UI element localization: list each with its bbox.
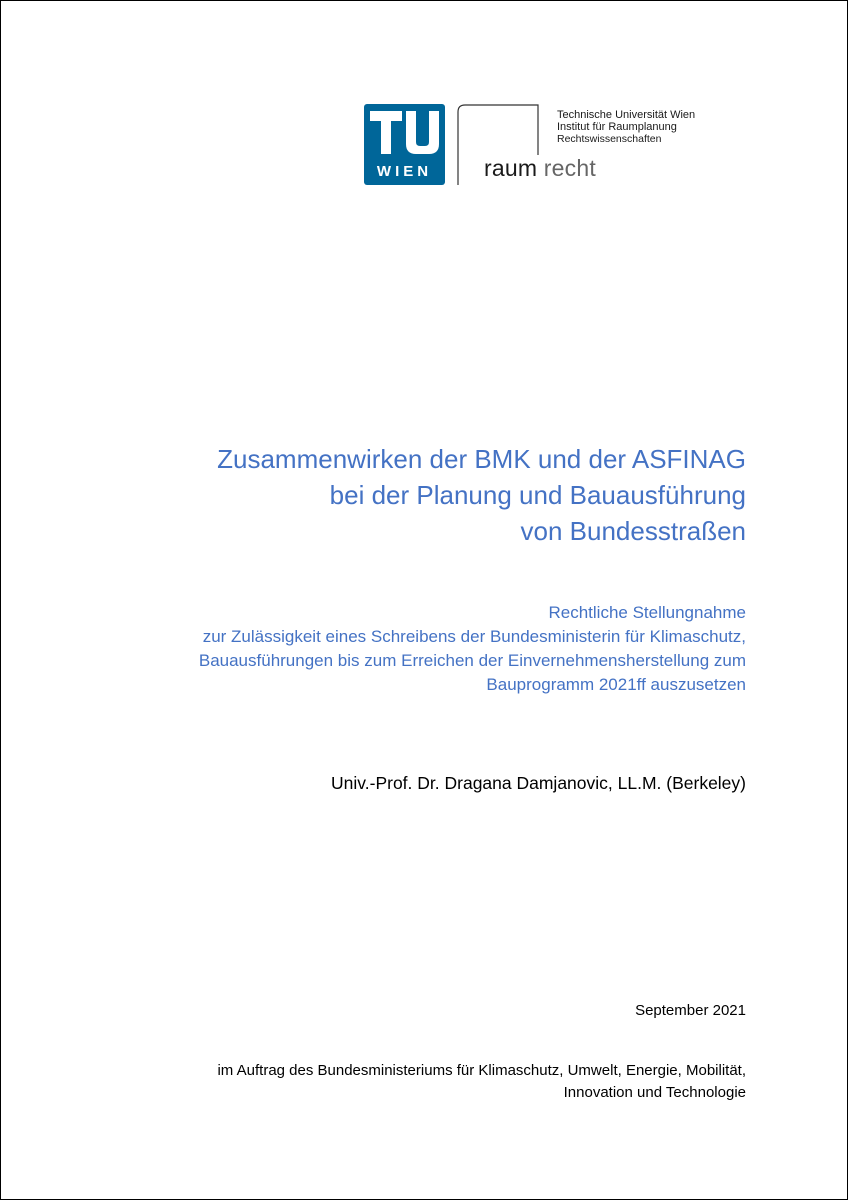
raum-word: raum [484, 155, 538, 181]
institution-line-2: Institut für Raumplanung [557, 121, 677, 133]
document-title [217, 441, 746, 549]
institution-line-1: Technische Universität Wien [557, 109, 696, 121]
title-line-1: Zusammenwirken der BMK und der ASFINAG [217, 444, 746, 474]
publication-date: September 2021 [635, 1002, 746, 1019]
svg-text:WIEN: WIEN [376, 163, 433, 180]
recht-word: recht [543, 155, 596, 181]
title-line-3: von Bundesstraßen [520, 516, 746, 546]
subtitle-line-3: Bauausführungen bis zum Erreichen der Einvernehmensherstellung zum [198, 651, 746, 670]
institution-line-3: Rechtswissenschaften [557, 133, 662, 145]
commission-line-2: Innovation und Technologie [563, 1084, 746, 1101]
document-subtitle [199, 601, 746, 697]
institution-block [557, 109, 695, 145]
tu-wien-logo-graphic [364, 104, 445, 185]
commission-note [217, 1060, 746, 1104]
subtitle-line-2: zur Zulässigkeit eines Schreibens der Bundesministerin für Klimaschutz, [202, 627, 746, 646]
tu-wien-logo [364, 104, 445, 185]
author: Univ.-Prof. Dr. Dragana Damjanovic, LL.M. (Berkeley) [331, 773, 746, 793]
subtitle-line-1: Rechtliche Stellungnahme [548, 603, 746, 622]
commission-line-1: im Auftrag des Bundesministeriums für Klimaschutz, Umwelt, Energie, Mobilität, [217, 1062, 746, 1079]
raum-recht-wordmark [484, 154, 596, 182]
subtitle-line-4: Bauprogramm 2021ff auszusetzen [486, 675, 746, 694]
title-line-2: bei der Planung und Bauausführung [329, 480, 746, 510]
